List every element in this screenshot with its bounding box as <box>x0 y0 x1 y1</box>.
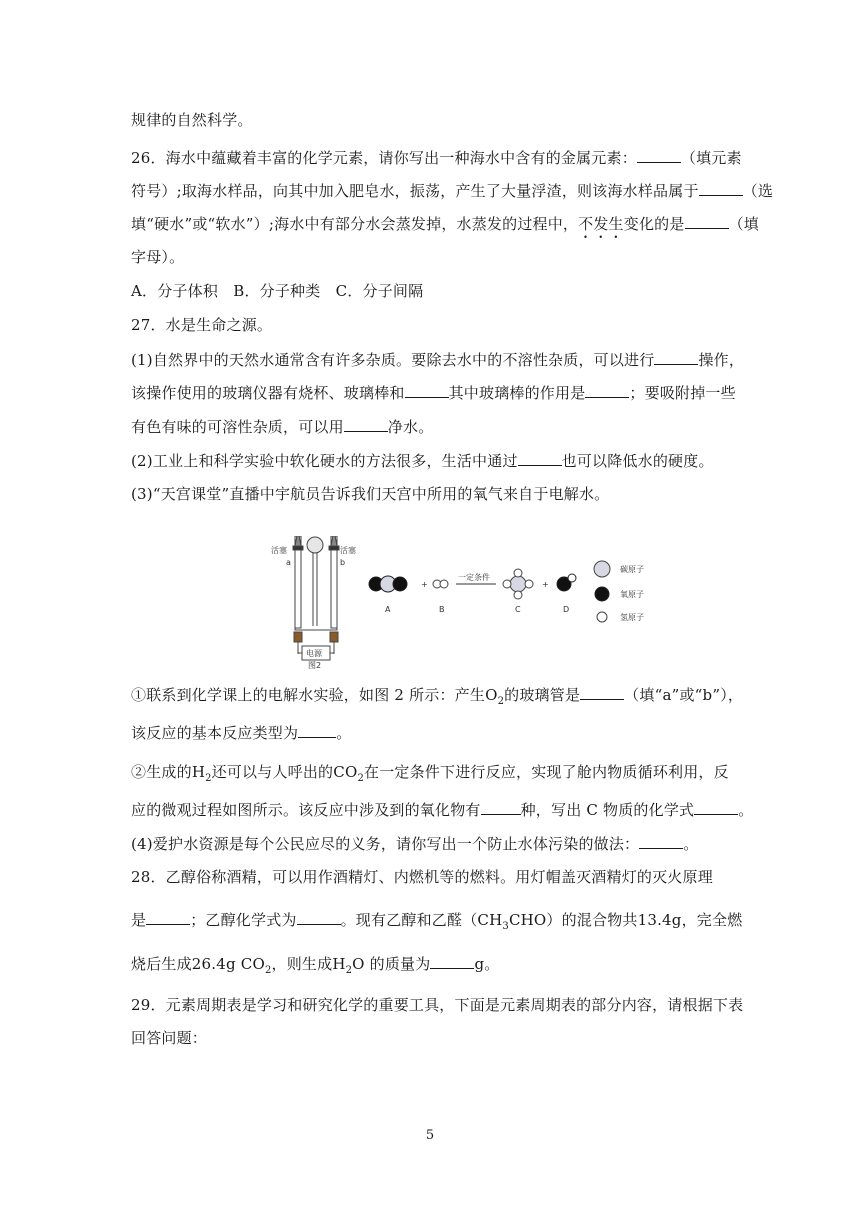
question-27-2: (2)工业上和科学实验中软化硬水的方法很多，生活中通过 也可以降低水的硬度。 <box>131 452 714 470</box>
question-28-line-3: 烧后生成26.4g $CO_2$，则生成$H_2O$ 的质量为 g。 <box>131 955 500 976</box>
question-29-line-1: 29．元素周期表是学习和研究化学的重要工具，下面是元素周期表的部分内容，请根据下表 <box>131 996 744 1014</box>
legend <box>594 561 644 622</box>
question-27-title: 27．水是生命之源。 <box>131 316 273 334</box>
carbon-atom-icon <box>594 561 610 577</box>
valve-right-label: 活塞 <box>340 546 356 555</box>
question-28-line-1: 28．乙醇俗称酒精，可以用作酒精灯、内燃机等的燃料。用灯帽盖灭酒精灯的灭火原理 <box>131 868 713 886</box>
page-number: 5 <box>425 1128 435 1143</box>
question-26-line-3: 填“硬水”或“软水”）;海水中有部分水会蒸发掉，水蒸发的过程中，不发生变化的是 （填 <box>131 215 759 233</box>
answer-blank <box>344 416 388 432</box>
tube-b-label: b <box>340 558 346 567</box>
question-27-3: (3)“天宫课堂”直播中宇航员告诉我们天宫中所用的氧气来自于电解水。 <box>131 485 610 503</box>
question-27-1-line-3: 有色有味的可溶性杂质，可以用 净水。 <box>131 418 434 436</box>
electrolysis-apparatus <box>293 536 339 660</box>
answer-blank <box>297 909 341 925</box>
answer-blank <box>654 349 698 365</box>
label-C: C <box>515 605 521 614</box>
answer-blank <box>146 909 190 925</box>
reaction-condition: 一定条件 <box>458 573 490 582</box>
answer-blank <box>481 799 521 815</box>
answer-blank <box>518 450 562 466</box>
question-27-1-line-1: (1)自然界中的天然水通常含有许多杂质。要除去水中的不溶性杂质，可以进行 操作， <box>131 351 745 369</box>
molecule-D <box>557 574 576 591</box>
oxygen-atom-icon <box>595 587 609 601</box>
question-27-3-1-line-1: ①联系到化学课上的电解水实验，如图 2 所示：产生$O_2$的玻璃管是 （填“a”或“b”）， <box>131 686 744 707</box>
question-28-line-2: 是 ；乙醇化学式为 。现有乙醇和乙醛$(CH_3CHO)$的混合物共13.4g，完全燃 <box>131 911 743 932</box>
reservoir-bulb <box>307 537 323 553</box>
answer-blank <box>580 684 624 700</box>
electrolysis-and-reaction-figure <box>268 536 658 670</box>
question-27-3-2-line-1: ②生成的$H_2$还可以与人呼出的$CO_2$在一定条件下进行反应，实现了舱内物质循环利用，反 <box>131 763 729 784</box>
label-D: D <box>563 605 570 614</box>
legend-carbon: 碳原子 <box>620 565 644 574</box>
valve-left-label: 活塞 <box>271 546 287 555</box>
answer-blank <box>637 147 681 163</box>
question-26-line-2: 符号）;取海水样品，向其中加入肥皂水，振荡，产生了大量浮渣，则该海水样品属于 （选 <box>131 182 774 200</box>
answer-blank <box>699 180 743 196</box>
emphasis-text: 不发生 <box>578 215 624 233</box>
answer-blank <box>694 799 738 815</box>
legend-oxygen: 氧原子 <box>620 590 644 599</box>
text-line: 规律的自然科学。 <box>131 111 253 129</box>
hydrogen-atom-icon <box>597 612 607 622</box>
answer-blank <box>298 722 336 738</box>
molecule-C <box>503 569 533 599</box>
figure-caption: 图2 <box>308 661 322 670</box>
label-A: A <box>385 605 391 614</box>
molecule-B <box>433 580 448 588</box>
answer-blank <box>405 382 449 398</box>
question-26-line-4: 字母）。 <box>131 248 185 266</box>
molecule-A <box>369 576 407 592</box>
question-27-1-line-2: 该操作使用的玻璃仪器有烧杯、玻璃棒和 其中玻璃棒的作用是 ；要吸附掉一些 <box>131 384 736 402</box>
plus-sign: + <box>542 580 549 589</box>
question-27-3-1-line-2: 该反应的基本反应类型为 。 <box>131 724 352 742</box>
tube-a-label: a <box>286 558 291 567</box>
question-29-line-2: 回答问题： <box>131 1029 208 1047</box>
question-26-options: A．分子体积 B．分子种类 C．分子间隔 <box>131 282 424 300</box>
label-B: B <box>439 605 445 614</box>
plus-sign: + <box>421 580 428 589</box>
answer-blank <box>585 382 629 398</box>
question-27-4: (4)爱护水资源是每个公民应尽的义务，请你写出一个防止水体污染的做法： 。 <box>131 835 699 853</box>
power-label: 电源 <box>306 649 322 658</box>
question-26-line-1: 26．海水中蕴藏着丰富的化学元素，请你写出一种海水中含有的金属元素： （填元素 <box>131 149 742 167</box>
legend-hydrogen: 氢原子 <box>620 613 644 622</box>
question-27-3-2-line-2: 应的微观过程如图所示。该反应中涉及到的氧化物有 种，写出 C 物质的化学式 。 <box>131 801 754 819</box>
answer-blank <box>430 953 474 969</box>
answer-blank <box>685 213 729 229</box>
answer-blank <box>639 833 683 849</box>
